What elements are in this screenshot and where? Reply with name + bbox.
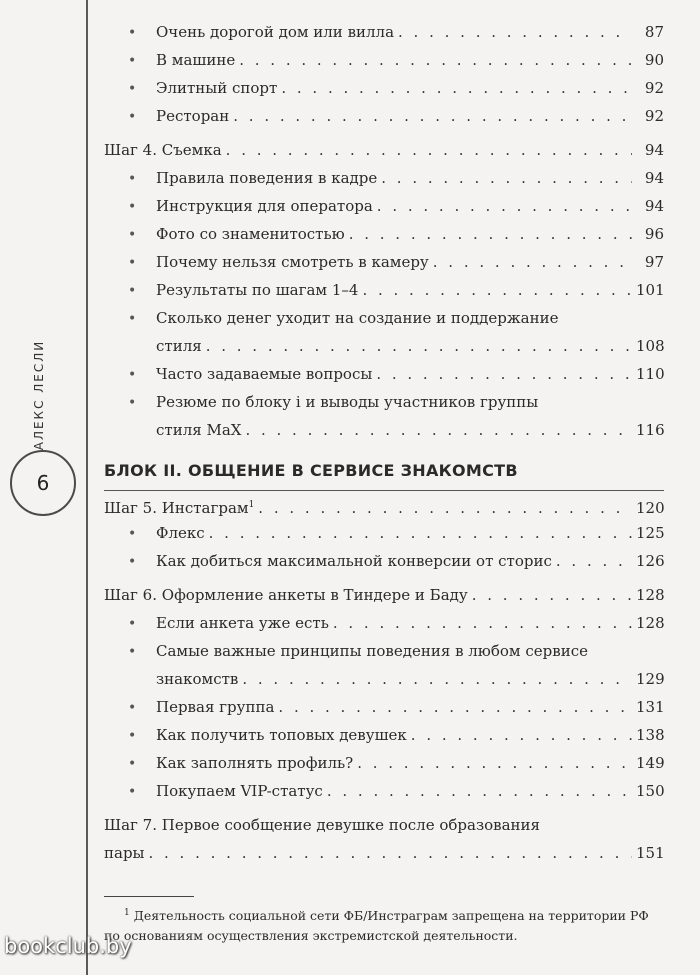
leader-dots — [148, 839, 632, 867]
toc-entry-label: Инструкция для оператора — [156, 197, 373, 215]
toc-entry-page: 125 — [636, 524, 665, 542]
bullet-icon: • — [128, 53, 137, 69]
toc-entry-label: Очень дорогой дом или вилла — [156, 23, 395, 41]
toc-entry[interactable] — [104, 304, 664, 332]
toc-entry[interactable] — [104, 637, 664, 665]
toc-entry-cont[interactable] — [104, 416, 664, 444]
toc-entry[interactable] — [104, 388, 664, 416]
toc-entry-cont[interactable] — [104, 839, 664, 867]
toc-entry-page: 94 — [644, 197, 664, 215]
toc-entry-cont[interactable] — [104, 332, 664, 360]
toc-entry[interactable] — [104, 749, 664, 777]
toc-entry-label: Если анкета уже есть — [156, 614, 329, 632]
toc-entry-label: Элитный спорт — [156, 79, 278, 97]
leader-dots — [398, 18, 632, 46]
toc-entry[interactable] — [104, 136, 664, 164]
leader-dots — [377, 192, 632, 220]
toc-entry-label: Как добиться максимальной конверсии от сторис — [156, 552, 552, 570]
toc-entry-label: стиля MaX — [156, 421, 242, 439]
toc-entry-page: 151 — [636, 844, 665, 862]
toc-entry-label: пары — [104, 844, 145, 862]
bullet-icon: • — [128, 728, 137, 744]
bullet-icon: • — [128, 784, 137, 800]
bullet-icon: • — [128, 700, 137, 716]
toc-entry[interactable] — [104, 192, 664, 220]
toc-entry-label: стиля — [156, 337, 202, 355]
toc-entry-page: 120 — [636, 499, 665, 517]
bullet-icon: • — [128, 554, 137, 570]
toc-entry[interactable] — [104, 220, 664, 248]
toc-entry-label: Покупаем VIP-статус — [156, 782, 323, 800]
toc-entry[interactable] — [104, 693, 664, 721]
leader-dots — [206, 332, 632, 360]
toc-entry-page: 110 — [636, 365, 665, 383]
toc-entry-page: 90 — [644, 51, 664, 69]
bullet-icon: • — [128, 25, 137, 41]
bullet-icon: • — [128, 367, 137, 383]
toc-entry[interactable] — [104, 46, 664, 74]
leader-dots — [357, 749, 632, 777]
leader-dots — [278, 693, 632, 721]
bullet-icon: • — [128, 255, 137, 271]
toc-entry[interactable] — [104, 519, 664, 547]
leader-dots — [433, 248, 632, 276]
bullet-icon: • — [128, 616, 137, 632]
toc-entry-page: 97 — [644, 253, 664, 271]
toc-entry-label: Первая группа — [156, 698, 275, 716]
footnote-rule — [104, 896, 194, 897]
toc-entry-page: 128 — [636, 614, 665, 632]
leader-dots — [381, 164, 632, 192]
toc-entry-page: 129 — [636, 670, 665, 688]
leader-dots — [258, 494, 632, 522]
leader-dots — [239, 46, 632, 74]
toc-entry-label: Резюме по блоку i и выводы участников группы — [156, 393, 539, 411]
toc-entry-label: Шаг 4. Съемка — [104, 141, 222, 159]
toc-entry-page: 128 — [636, 586, 665, 604]
toc-entry[interactable] — [104, 609, 664, 637]
toc-entry-label: Ресторан — [156, 107, 230, 125]
bullet-icon: • — [128, 81, 137, 97]
toc-entry-label: Почему нельзя смотреть в камеру — [156, 253, 429, 271]
bullet-icon: • — [128, 171, 137, 187]
bullet-icon: • — [128, 109, 137, 125]
toc-entry[interactable] — [104, 811, 664, 839]
toc-entry-page: 94 — [644, 141, 664, 159]
toc-entry[interactable] — [104, 18, 664, 46]
footnote-mark: 1 — [248, 500, 255, 510]
toc-entry-label: Флекс — [156, 524, 205, 542]
toc-entry-cont[interactable] — [104, 665, 664, 693]
toc-entry-page: 96 — [644, 225, 664, 243]
toc-entry-page: 149 — [636, 754, 665, 772]
leader-dots — [242, 665, 632, 693]
toc-entry[interactable] — [104, 276, 664, 304]
leader-dots — [233, 102, 632, 130]
toc-entry[interactable] — [104, 581, 664, 609]
leader-dots — [226, 136, 632, 164]
toc-entry[interactable] — [104, 248, 664, 276]
leader-dots — [472, 581, 632, 609]
leader-dots — [349, 220, 632, 248]
bullet-icon: • — [128, 199, 137, 215]
toc-entry-label: Шаг 6. Оформление анкеты в Тиндере и Баду — [104, 586, 468, 604]
toc-entry[interactable] — [104, 164, 664, 192]
toc-entry-label: Часто задаваемые вопросы — [156, 365, 373, 383]
toc-entry-label: Как получить топовых девушек — [156, 726, 407, 744]
toc-entry[interactable] — [104, 74, 664, 102]
leader-dots — [209, 519, 632, 547]
bullet-icon: • — [128, 644, 137, 660]
toc-entry-label: Правила поведения в кадре — [156, 169, 378, 187]
toc-entry[interactable] — [104, 360, 664, 388]
toc-entry-label: Шаг 7. Первое сообщение девушке после образования — [104, 816, 541, 834]
leader-dots — [556, 547, 632, 575]
toc-entry-page: 87 — [644, 23, 664, 41]
toc-entry-label: Шаг 5. Инстаграм$^1$ — [104, 499, 255, 517]
leader-dots — [376, 360, 632, 388]
footnote — [104, 896, 664, 946]
toc-entry-page: 138 — [636, 726, 665, 744]
bullet-icon: • — [128, 311, 137, 327]
leader-dots — [333, 609, 632, 637]
toc-entry-label: знакомств — [156, 670, 239, 688]
watermark: bookclub.by — [4, 934, 132, 958]
toc-entry-page: 131 — [636, 698, 665, 716]
toc-entry[interactable] — [104, 721, 664, 749]
leader-dots — [327, 777, 632, 805]
toc-entry-label: Результаты по шагам 1–4 — [156, 281, 359, 299]
author-name: АЛЕКС ЛЕСЛИ — [32, 339, 46, 451]
toc-entry[interactable] — [104, 777, 664, 805]
toc-entry-page: 94 — [644, 169, 664, 187]
toc-entry[interactable] — [104, 102, 664, 130]
block-title: БЛОК II. ОБЩЕНИЕ В СЕРВИСЕ ЗНАКОМСТВ — [104, 461, 518, 480]
toc-entry-label: Самые важные принципы поведения в любом сервисе — [156, 642, 588, 660]
side-author — [24, 330, 54, 460]
toc-entry-page: 150 — [636, 782, 665, 800]
toc-entry-label: Как заполнять профиль? — [156, 754, 354, 772]
toc-entry-label: В машине — [156, 51, 236, 69]
bullet-icon: • — [128, 227, 137, 243]
leader-dots — [281, 74, 632, 102]
toc-entry-label: Сколько денег уходит на создание и поддержание — [156, 309, 559, 327]
toc-entry[interactable] — [104, 491, 664, 519]
leader-dots — [411, 721, 632, 749]
toc-entry[interactable] — [104, 547, 664, 575]
toc-entry-page: 126 — [636, 552, 665, 570]
toc-entry-page: 101 — [636, 281, 665, 299]
bullet-icon: • — [128, 756, 137, 772]
page-number: 6 — [10, 450, 76, 516]
toc-entry-page: 116 — [636, 421, 665, 439]
toc-entry-page: 92 — [644, 107, 664, 125]
bullet-icon: • — [128, 395, 137, 411]
leader-dots — [245, 416, 632, 444]
leader-dots — [362, 276, 632, 304]
toc-entry-label: Фото со знаменитостью — [156, 225, 345, 243]
toc-entry-page: 108 — [636, 337, 665, 355]
toc-entry-page: 92 — [644, 79, 664, 97]
bullet-icon: • — [128, 283, 137, 299]
footnote-text: $^1$ Деятельность социальной сети ФБ/Инстраграм запрещена на территории РФ по основаниям осуществления экстремистской деятельности. — [104, 908, 649, 944]
bullet-icon: • — [128, 526, 137, 542]
toc — [104, 18, 664, 867]
